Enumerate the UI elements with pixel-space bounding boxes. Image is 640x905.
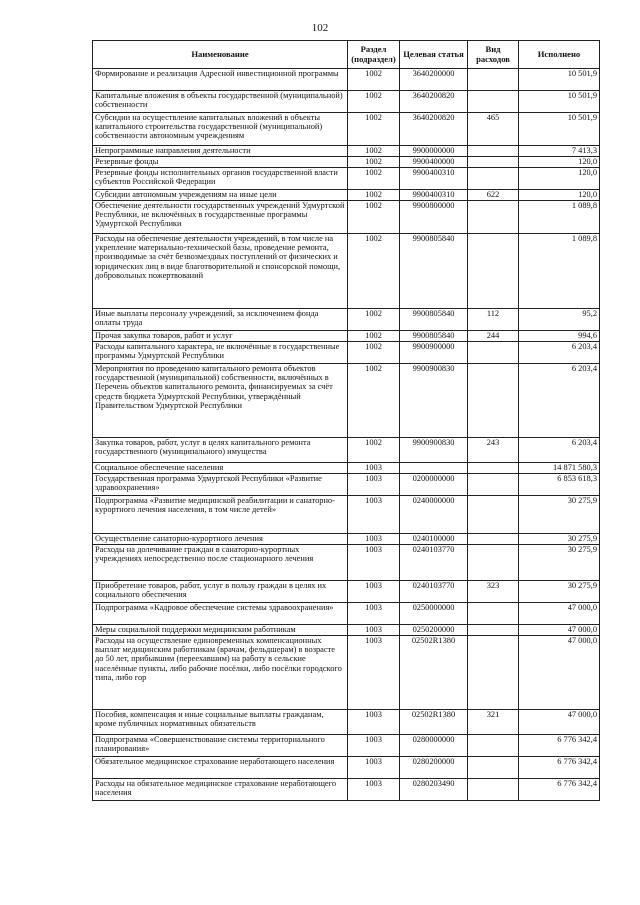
cell-razdel: 1002 — [348, 342, 400, 364]
table-row — [93, 331, 600, 342]
cell-target: 0250200000 — [400, 625, 468, 636]
cell-amount: 47 000,0 — [519, 636, 600, 710]
cell-razdel: 1003 — [348, 603, 400, 625]
cell-amount: 120,0 — [519, 190, 600, 201]
table-row — [93, 534, 600, 545]
cell-target: 0240103770 — [400, 581, 468, 603]
cell-name: Подпрограмма «Развитие медицинской реабилитации и санаторно-курортного лечения населения, в том числе детей» — [93, 496, 348, 534]
table-row — [93, 190, 600, 201]
cell-razdel: 1002 — [348, 364, 400, 438]
cell-amount: 10 501,9 — [519, 69, 600, 91]
table-row — [93, 625, 600, 636]
cell-amount: 30 275,9 — [519, 496, 600, 534]
cell-vid: 244 — [468, 331, 519, 342]
table-row — [93, 603, 600, 625]
cell-name: Расходы на долечивание граждан в санаторно-курортных учреждениях непосредственно после стационарного лечения — [93, 545, 348, 581]
table-header-row — [93, 41, 600, 69]
cell-target: 9900400000 — [400, 157, 468, 168]
cell-vid — [468, 69, 519, 91]
cell-name: Расходы на обязательное медицинское страхование неработающего населения — [93, 779, 348, 801]
table-row — [93, 710, 600, 735]
cell-vid — [468, 534, 519, 545]
cell-name: Осуществление санаторно-курортного лечения — [93, 534, 348, 545]
cell-name: Субсидии автономным учреждениям на иные цели — [93, 190, 348, 201]
header-target: Целевая статья — [400, 41, 468, 69]
cell-vid: 321 — [468, 710, 519, 735]
cell-name: Мероприятия по проведению капитального ремонта объектов государственной (муниципальной) собственности, включённых в Перечень объектов капитального ремонта, финансируемых за счёт средств бюджета Удмуртской Республики, утверждённый Правительством Удмуртской Республики — [93, 364, 348, 438]
table-row — [93, 779, 600, 801]
cell-razdel: 1003 — [348, 545, 400, 581]
table-row — [93, 309, 600, 331]
cell-razdel: 1003 — [348, 710, 400, 735]
header-vid: Вид расходов — [468, 41, 519, 69]
cell-amount: 7 413,3 — [519, 146, 600, 157]
cell-amount: 47 000,0 — [519, 710, 600, 735]
cell-target: 9900400310 — [400, 168, 468, 190]
cell-amount: 120,0 — [519, 157, 600, 168]
header-name: Наименование — [93, 41, 348, 69]
cell-target: 9900805840 — [400, 234, 468, 309]
cell-razdel: 1002 — [348, 438, 400, 463]
cell-vid — [468, 625, 519, 636]
cell-target: 9900400310 — [400, 190, 468, 201]
budget-table — [92, 40, 600, 801]
table-row — [93, 735, 600, 757]
cell-razdel: 1003 — [348, 779, 400, 801]
cell-target: 9900805840 — [400, 331, 468, 342]
cell-vid: 243 — [468, 438, 519, 463]
cell-target: 0240000000 — [400, 496, 468, 534]
cell-name: Меры социальной поддержки медицинским работникам — [93, 625, 348, 636]
cell-name: Социальное обеспечение населения — [93, 463, 348, 474]
cell-razdel: 1002 — [348, 69, 400, 91]
cell-vid — [468, 234, 519, 309]
cell-target: 0240103770 — [400, 545, 468, 581]
table-row — [93, 545, 600, 581]
cell-target: 9900000000 — [400, 146, 468, 157]
cell-razdel: 1002 — [348, 190, 400, 201]
cell-razdel: 1002 — [348, 309, 400, 331]
cell-vid — [468, 201, 519, 234]
cell-razdel: 1002 — [348, 168, 400, 190]
cell-vid — [468, 463, 519, 474]
cell-amount: 994,6 — [519, 331, 600, 342]
cell-vid — [468, 146, 519, 157]
cell-name: Прочая закупка товаров, работ и услуг — [93, 331, 348, 342]
table-row — [93, 636, 600, 710]
page-number: 102 — [311, 22, 329, 34]
table-row — [93, 157, 600, 168]
cell-amount: 95,2 — [519, 309, 600, 331]
cell-amount: 6 776 342,4 — [519, 735, 600, 757]
cell-target: 9900800000 — [400, 201, 468, 234]
cell-name: Субсидии на осуществление капитальных вложений в объекты капитального строительства государственной (муниципальной) собственности автономным учреждениям — [93, 113, 348, 146]
cell-amount: 47 000,0 — [519, 603, 600, 625]
cell-target: 9900900830 — [400, 364, 468, 438]
table-row — [93, 496, 600, 534]
cell-vid — [468, 364, 519, 438]
cell-vid — [468, 603, 519, 625]
cell-amount: 120,0 — [519, 168, 600, 190]
cell-name: Иные выплаты персоналу учреждений, за исключением фонда оплаты труда — [93, 309, 348, 331]
cell-razdel: 1003 — [348, 636, 400, 710]
cell-name: Непрограммные направления деятельности — [93, 146, 348, 157]
cell-vid — [468, 757, 519, 779]
cell-target: 0240100000 — [400, 534, 468, 545]
cell-target: 02502R1380 — [400, 710, 468, 735]
table-row — [93, 69, 600, 91]
cell-razdel: 1003 — [348, 757, 400, 779]
cell-target: 9900900830 — [400, 438, 468, 463]
cell-vid — [468, 735, 519, 757]
cell-vid — [468, 779, 519, 801]
cell-amount: 30 275,9 — [519, 581, 600, 603]
table-row — [93, 168, 600, 190]
cell-amount: 6 203,4 — [519, 342, 600, 364]
cell-razdel: 1002 — [348, 146, 400, 157]
cell-amount: 6 203,4 — [519, 364, 600, 438]
cell-name: Расходы капитального характера, не включённые в государственные программы Удмуртской Республики — [93, 342, 348, 364]
cell-vid — [468, 168, 519, 190]
header-razdel: Раздел (подраздел) — [348, 41, 400, 69]
table-row — [93, 474, 600, 496]
cell-name: Закупка товаров, работ, услуг в целях капитального ремонта государственного (муниципального) имущества — [93, 438, 348, 463]
table-row — [93, 234, 600, 309]
cell-vid — [468, 474, 519, 496]
cell-razdel: 1003 — [348, 581, 400, 603]
cell-target: 3640200820 — [400, 113, 468, 146]
cell-amount: 47 000,0 — [519, 625, 600, 636]
cell-target: 3640200820 — [400, 91, 468, 113]
cell-razdel: 1002 — [348, 113, 400, 146]
cell-amount: 6 776 342,4 — [519, 779, 600, 801]
cell-target: 0250000000 — [400, 603, 468, 625]
cell-vid — [468, 636, 519, 710]
cell-amount: 6 853 618,3 — [519, 474, 600, 496]
cell-vid: 323 — [468, 581, 519, 603]
table-row — [93, 91, 600, 113]
cell-amount: 30 275,9 — [519, 534, 600, 545]
cell-amount: 14 871 580,3 — [519, 463, 600, 474]
table-row — [93, 342, 600, 364]
cell-name: Резервные фонды — [93, 157, 348, 168]
cell-amount: 10 501,9 — [519, 113, 600, 146]
cell-target: 3640200000 — [400, 69, 468, 91]
cell-razdel: 1002 — [348, 331, 400, 342]
cell-name: Приобретение товаров, работ, услуг в пользу граждан в целях их социального обеспечения — [93, 581, 348, 603]
cell-razdel: 1002 — [348, 157, 400, 168]
cell-target: 0200000000 — [400, 474, 468, 496]
table-row — [93, 463, 600, 474]
cell-razdel: 1003 — [348, 534, 400, 545]
cell-name: Капитальные вложения в объекты государственной (муниципальной) собственности — [93, 91, 348, 113]
cell-target — [400, 463, 468, 474]
cell-vid — [468, 91, 519, 113]
cell-vid — [468, 545, 519, 581]
cell-amount: 10 501,9 — [519, 91, 600, 113]
table-row — [93, 364, 600, 438]
cell-razdel: 1002 — [348, 91, 400, 113]
cell-name: Резервные фонды исполнительных органов государственной власти субъектов Российской Федерации — [93, 168, 348, 190]
table-row — [93, 438, 600, 463]
cell-vid — [468, 157, 519, 168]
cell-vid: 465 — [468, 113, 519, 146]
cell-name: Обеспечение деятельности государственных учреждений Удмуртской Республики, не включённых в государственные программы Удмуртской Республики — [93, 201, 348, 234]
cell-razdel: 1002 — [348, 201, 400, 234]
header-amount: Исполнено — [519, 41, 600, 69]
cell-amount: 1 089,8 — [519, 201, 600, 234]
cell-razdel: 1003 — [348, 496, 400, 534]
cell-vid: 622 — [468, 190, 519, 201]
cell-name: Расходы на осуществление единовременных компенсационных выплат медицинским работникам (врачам, фельдшерам) в возрасте до 50 лет, прибывшим (переехавшим) на работу в сельские населённые пункты, либо рабочие посёлки, либо посёлки городского типа, либо гор — [93, 636, 348, 710]
cell-target: 02502R1380 — [400, 636, 468, 710]
cell-amount: 30 275,9 — [519, 545, 600, 581]
cell-razdel: 1003 — [348, 474, 400, 496]
cell-amount: 6 203,4 — [519, 438, 600, 463]
cell-vid — [468, 342, 519, 364]
table-row — [93, 146, 600, 157]
cell-vid — [468, 496, 519, 534]
cell-target: 9900900000 — [400, 342, 468, 364]
table-row — [93, 201, 600, 234]
cell-razdel: 1003 — [348, 625, 400, 636]
cell-name: Государственная программа Удмуртской Республики «Развитие здравоохранения» — [93, 474, 348, 496]
cell-amount: 6 776 342,4 — [519, 757, 600, 779]
table-row — [93, 581, 600, 603]
cell-vid: 112 — [468, 309, 519, 331]
cell-razdel: 1002 — [348, 234, 400, 309]
cell-target: 9900805840 — [400, 309, 468, 331]
cell-target: 0280203490 — [400, 779, 468, 801]
cell-name: Подпрограмма «Совершенствование системы территориального планирования» — [93, 735, 348, 757]
cell-razdel: 1003 — [348, 735, 400, 757]
cell-target: 0280200000 — [400, 757, 468, 779]
cell-name: Расходы на обеспечение деятельности учреждений, в том числе на укрепление материально-технической базы, проведение ремонта, производимые за счёт безвозмездных поступлений от физических и юридических лиц в виде благотворительной и спонсорской помощи, добровольных пожертвований — [93, 234, 348, 309]
cell-razdel: 1003 — [348, 463, 400, 474]
table-row — [93, 113, 600, 146]
cell-name: Обязательное медицинское страхование неработающего населения — [93, 757, 348, 779]
cell-target: 0280000000 — [400, 735, 468, 757]
table-row — [93, 757, 600, 779]
cell-name: Формирование и реализация Адресной инвестиционной программы — [93, 69, 348, 91]
cell-name: Пособия, компенсация и иные социальные выплаты гражданам, кроме публичных нормативных обязательств — [93, 710, 348, 735]
cell-name: Подпрограмма «Кадровое обеспечение системы здравоохранения» — [93, 603, 348, 625]
cell-amount: 1 089,8 — [519, 234, 600, 309]
